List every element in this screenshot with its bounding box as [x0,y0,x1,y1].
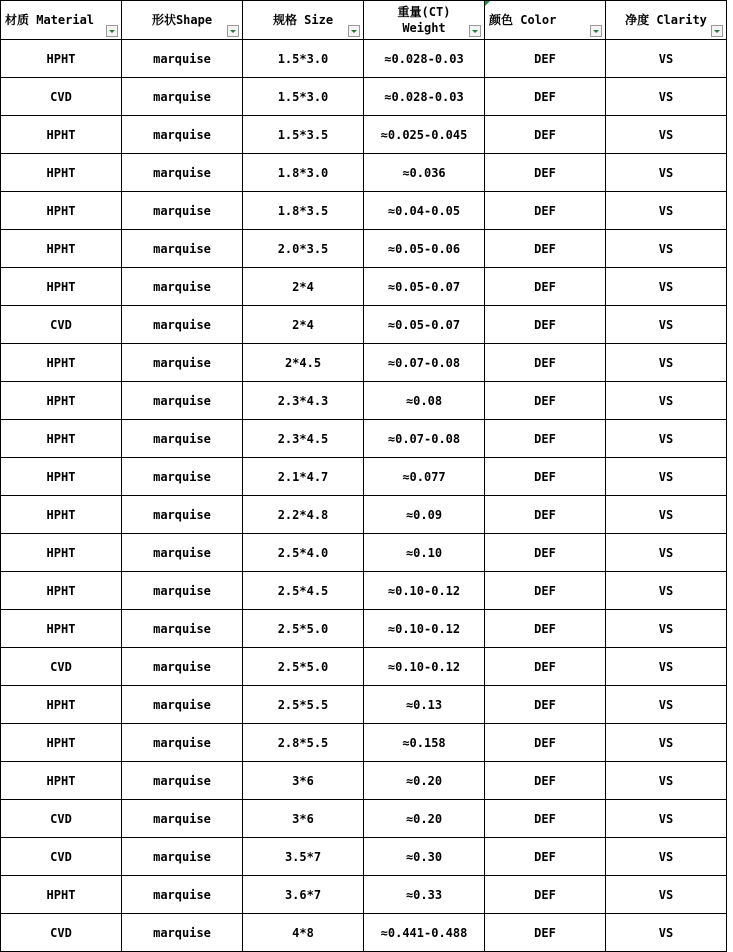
cell-weight[interactable]: ≈0.20 [364,762,485,800]
header-material-label: 材质 Material [5,13,95,27]
cell-clarity[interactable]: VS [606,268,727,306]
cell-clarity[interactable]: VS [606,610,727,648]
cell-color[interactable]: DEF [485,648,606,686]
cell-weight[interactable]: ≈0.10-0.12 [364,610,485,648]
cell-material[interactable]: CVD [1,306,122,344]
cell-size[interactable]: 2*4 [243,268,364,306]
cell-material[interactable]: HPHT [1,192,122,230]
table-row [1,724,727,762]
cell-color[interactable]: DEF [485,306,606,344]
filter-dropdown-icon[interactable] [106,25,118,37]
cell-weight[interactable]: ≈0.441-0.488 [364,914,485,952]
cell-color[interactable]: DEF [485,496,606,534]
cell-shape[interactable]: marquise [122,686,243,724]
cell-material[interactable]: HPHT [1,154,122,192]
cell-clarity[interactable]: VS [606,192,727,230]
cell-clarity[interactable]: VS [606,572,727,610]
table-row [1,230,727,268]
cell-shape[interactable]: marquise [122,914,243,952]
cell-shape[interactable]: marquise [122,268,243,306]
header-weight-label: 重量(CT) [397,5,451,19]
cell-color[interactable]: DEF [485,458,606,496]
cell-shape[interactable]: marquise [122,420,243,458]
header-row [1,1,727,40]
cell-size[interactable]: 2.1*4.7 [243,458,364,496]
cell-material[interactable]: CVD [1,78,122,116]
cell-color[interactable]: DEF [485,876,606,914]
cell-size[interactable]: 2.8*5.5 [243,724,364,762]
cell-size[interactable]: 2.5*5.0 [243,610,364,648]
cell-size[interactable]: 2*4 [243,306,364,344]
cell-size[interactable]: 1.5*3.5 [243,116,364,154]
header-shape[interactable] [122,1,243,40]
cell-shape[interactable]: marquise [122,762,243,800]
cell-material[interactable]: HPHT [1,572,122,610]
cell-clarity[interactable]: VS [606,458,727,496]
cell-material[interactable]: HPHT [1,268,122,306]
cell-color[interactable]: DEF [485,382,606,420]
cell-shape[interactable]: marquise [122,40,243,78]
cell-weight[interactable]: ≈0.07-0.08 [364,420,485,458]
filter-dropdown-icon[interactable] [348,25,360,37]
cell-weight[interactable]: ≈0.09 [364,496,485,534]
cell-shape[interactable]: marquise [122,800,243,838]
cell-size[interactable]: 3*6 [243,800,364,838]
cell-shape[interactable]: marquise [122,230,243,268]
cell-weight[interactable]: ≈0.07-0.08 [364,344,485,382]
header-color[interactable] [485,1,606,40]
cell-clarity[interactable]: VS [606,382,727,420]
cell-shape[interactable]: marquise [122,534,243,572]
cell-clarity[interactable]: VS [606,838,727,876]
cell-material[interactable]: HPHT [1,116,122,154]
cell-weight[interactable]: ≈0.028-0.03 [364,40,485,78]
cell-material[interactable]: HPHT [1,534,122,572]
cell-weight[interactable]: ≈0.028-0.03 [364,78,485,116]
filter-dropdown-icon[interactable] [590,25,602,37]
cell-color[interactable]: DEF [485,724,606,762]
table-row [1,116,727,154]
cell-weight[interactable]: ≈0.158 [364,724,485,762]
header-size[interactable] [243,1,364,40]
cell-color[interactable]: DEF [485,572,606,610]
cell-material[interactable]: CVD [1,800,122,838]
cell-weight[interactable]: ≈0.036 [364,154,485,192]
cell-weight[interactable]: ≈0.10 [364,534,485,572]
cell-shape[interactable]: marquise [122,496,243,534]
cell-weight[interactable]: ≈0.13 [364,686,485,724]
cell-color[interactable]: DEF [485,116,606,154]
cell-shape[interactable]: marquise [122,572,243,610]
header-shape-label: 形状Shape [151,13,213,27]
cell-size[interactable]: 1.5*3.0 [243,40,364,78]
cell-shape[interactable]: marquise [122,382,243,420]
cell-weight[interactable]: ≈0.04-0.05 [364,192,485,230]
cell-color[interactable]: DEF [485,420,606,458]
cell-color[interactable]: DEF [485,534,606,572]
cell-size[interactable]: 3.6*7 [243,876,364,914]
cell-weight[interactable]: ≈0.20 [364,800,485,838]
cell-size[interactable]: 2.5*4.5 [243,572,364,610]
cell-size[interactable]: 1.8*3.5 [243,192,364,230]
cell-clarity[interactable]: VS [606,40,727,78]
cell-color[interactable]: DEF [485,78,606,116]
cell-size[interactable]: 2*4.5 [243,344,364,382]
cell-clarity[interactable]: VS [606,876,727,914]
table-row [1,534,727,572]
table-row [1,762,727,800]
cell-clarity[interactable]: VS [606,648,727,686]
cell-weight[interactable]: ≈0.025-0.045 [364,116,485,154]
cell-material[interactable]: HPHT [1,876,122,914]
cell-color[interactable]: DEF [485,268,606,306]
cell-size[interactable]: 2.2*4.8 [243,496,364,534]
cell-shape[interactable]: marquise [122,116,243,154]
filter-dropdown-icon[interactable] [469,25,481,37]
cell-color[interactable]: DEF [485,762,606,800]
cell-material[interactable]: HPHT [1,458,122,496]
cell-weight[interactable]: ≈0.10-0.12 [364,648,485,686]
cell-size[interactable]: 2.0*3.5 [243,230,364,268]
header-size-label: 规格 Size [272,13,334,27]
cell-color[interactable]: DEF [485,800,606,838]
cell-material[interactable]: CVD [1,648,122,686]
cell-shape[interactable]: marquise [122,876,243,914]
cell-material[interactable]: CVD [1,838,122,876]
cell-weight[interactable]: ≈0.05-0.07 [364,268,485,306]
header-weight-label2: Weight [402,21,446,35]
cell-size[interactable]: 2.3*4.5 [243,420,364,458]
header-material[interactable] [1,1,122,40]
table-row [1,800,727,838]
cell-shape[interactable]: marquise [122,344,243,382]
cell-size[interactable]: 3*6 [243,762,364,800]
cell-clarity[interactable]: VS [606,116,727,154]
cell-weight[interactable]: ≈0.077 [364,458,485,496]
cell-color[interactable]: DEF [485,838,606,876]
cell-clarity[interactable]: VS [606,496,727,534]
cell-material[interactable]: HPHT [1,496,122,534]
cell-clarity[interactable]: VS [606,800,727,838]
cell-weight[interactable]: ≈0.10-0.12 [364,572,485,610]
table-row [1,610,727,648]
cell-shape[interactable]: marquise [122,458,243,496]
cell-clarity[interactable]: VS [606,230,727,268]
table-row [1,572,727,610]
cell-color[interactable]: DEF [485,230,606,268]
cell-shape[interactable]: marquise [122,78,243,116]
cell-size[interactable]: 2.3*4.3 [243,382,364,420]
filter-dropdown-icon[interactable] [227,25,239,37]
cell-shape[interactable]: marquise [122,306,243,344]
cell-clarity[interactable]: VS [606,78,727,116]
cell-size[interactable]: 1.8*3.0 [243,154,364,192]
table-row [1,876,727,914]
cell-size[interactable]: 2.5*4.0 [243,534,364,572]
table-row [1,192,727,230]
table-row [1,914,727,952]
cell-color[interactable]: DEF [485,40,606,78]
table-row [1,268,727,306]
table-row [1,420,727,458]
cell-material[interactable]: HPHT [1,610,122,648]
table-row [1,838,727,876]
cell-shape[interactable]: marquise [122,648,243,686]
table-row [1,344,727,382]
cell-material[interactable]: HPHT [1,762,122,800]
cell-material[interactable]: HPHT [1,344,122,382]
cell-clarity[interactable]: VS [606,724,727,762]
cell-clarity[interactable]: VS [606,420,727,458]
comment-marker-icon [485,1,490,6]
cell-shape[interactable]: marquise [122,724,243,762]
cell-size[interactable]: 2.5*5.5 [243,686,364,724]
cell-shape[interactable]: marquise [122,838,243,876]
cell-color[interactable]: DEF [485,344,606,382]
header-clarity[interactable] [606,1,727,40]
cell-weight[interactable]: ≈0.05-0.06 [364,230,485,268]
cell-material[interactable]: HPHT [1,382,122,420]
header-weight[interactable] [364,1,485,40]
cell-clarity[interactable]: VS [606,914,727,952]
cell-material[interactable]: HPHT [1,40,122,78]
table-row [1,78,727,116]
cell-color[interactable]: DEF [485,154,606,192]
cell-color[interactable]: DEF [485,914,606,952]
header-clarity-label: 净度 Clarity [625,13,707,27]
table-row [1,306,727,344]
cell-shape[interactable]: marquise [122,610,243,648]
cell-size[interactable]: 3.5*7 [243,838,364,876]
cell-size[interactable]: 4*8 [243,914,364,952]
table-row [1,496,727,534]
table-row [1,40,727,78]
cell-shape[interactable]: marquise [122,154,243,192]
cell-clarity[interactable]: VS [606,344,727,382]
cell-size[interactable]: 1.5*3.0 [243,78,364,116]
cell-weight[interactable]: ≈0.08 [364,382,485,420]
table-row [1,458,727,496]
cell-weight[interactable]: ≈0.33 [364,876,485,914]
cell-color[interactable]: DEF [485,686,606,724]
cell-weight[interactable]: ≈0.30 [364,838,485,876]
table-row [1,648,727,686]
cell-material[interactable]: HPHT [1,230,122,268]
cell-material[interactable]: HPHT [1,420,122,458]
table-row [1,382,727,420]
cell-size[interactable]: 2.5*5.0 [243,648,364,686]
cell-material[interactable]: HPHT [1,686,122,724]
table-row [1,686,727,724]
cell-clarity[interactable]: VS [606,306,727,344]
cell-material[interactable]: CVD [1,914,122,952]
cell-shape[interactable]: marquise [122,192,243,230]
header-color-label: 颜色 Color [489,13,557,27]
cell-clarity[interactable]: VS [606,534,727,572]
filter-dropdown-icon[interactable] [711,25,723,37]
cell-clarity[interactable]: VS [606,686,727,724]
cell-color[interactable]: DEF [485,610,606,648]
table-row [1,154,727,192]
cell-clarity[interactable]: VS [606,762,727,800]
cell-color[interactable]: DEF [485,192,606,230]
cell-clarity[interactable]: VS [606,154,727,192]
cell-weight[interactable]: ≈0.05-0.07 [364,306,485,344]
cell-material[interactable]: HPHT [1,724,122,762]
